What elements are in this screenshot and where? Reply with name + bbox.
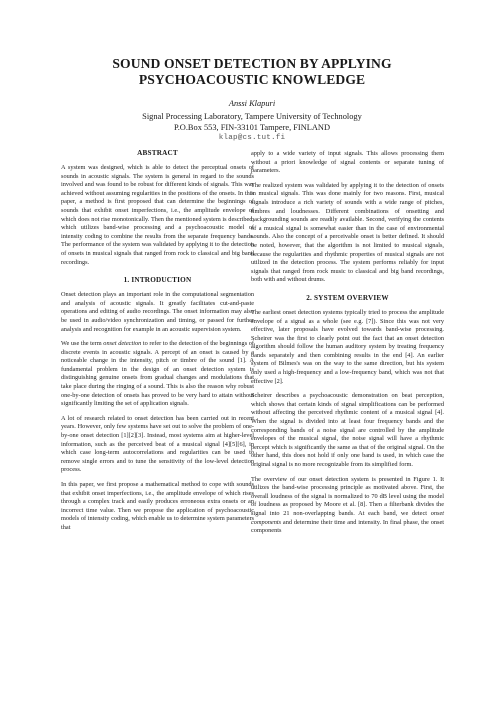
title-line-2: PSYCHOACOUSTIC KNOWLEDGE (138, 72, 366, 87)
intro-paragraph-4: In this paper, we first propose a mathematical method to cope with sounds that exhibit onset imperfections, i.e., the amplitude envelope of which rises through a complex track and easily produces erroneous extra onsets or an incorrect time value. Then we propose the application of psychoacoustic models of intensity coding, which enable us to determine system parameters that (61, 481, 254, 531)
right-column (251, 150, 444, 542)
overview-paragraph-3-rest: and determine their time and intensity. In final phase, the onset components (251, 518, 444, 535)
onset-detection-term: onset detection (103, 340, 142, 348)
affiliation-line-2: P.O.Box 553, FIN-33101 Tampere, FINLAND (173, 123, 331, 132)
onset-components-term: onset components (251, 509, 444, 526)
abstract-heading: ABSTRACT (137, 149, 178, 157)
intro-paragraph-2-rest: to refer to the detection of the beginnings of discrete events in acoustic signals. A percept of an onset is caused by a noticeable change in the intensity, pitch or timbre of the sound [1]. A fundamental problem in the design of an onset detection system is distinguishing genuine onsets from gradual changes and modulations that take place during the ringing of a sound. This is also the reason why robust one-by-one detection of onsets has proved to be very hard to attain without significantly limiting the set of application signals. (61, 340, 254, 408)
abstract-text: A system was designed, which is able to detect the perceptual onsets of sounds in acoustic signals. The system is general in regard to the sounds involved and was found to be robust for different kinds of signals. This was achieved without assuming regularities in the positions of the onsets. In this paper, a method is first proposed that can determine the beginnings of sounds that exhibit onset imperfections, i.e., the amplitude envelope of which does not rise monotonically. Then the mentioned system is described, which utilizes band-wise processing and a psychoacoustic model of intensity coding to combine the results from the separate frequency bands. The performance of the system was validated by applying it to the detection of onsets in musical signals that ranged from rock to classical and big band recordings. (61, 164, 254, 266)
intro-paragraph-3: A lot of research related to onset detection has been carried out in recent years. However, only few systems have set out to solve the problem of one-by-one onset detection [1][2][3]. Instead, most systems aim at higher-level information, such as the perceived beat of a musical signal [4][5][6], in which case long-term autocorrelations and regularities can be used to remove single errors and to tune the sensitivity of the low-level detection process. (61, 414, 254, 474)
author-email[interactable]: klap@cs.tut.fi (218, 134, 286, 142)
system-overview-heading: 2. SYSTEM OVERVIEW (306, 293, 389, 302)
intro-continued-paragraph: apply to a wide variety of input signals. This allows processing them without a priori knowledge of signal contents or separate tuning of parameters. (251, 150, 444, 175)
overview-paragraph-3 (251, 476, 444, 536)
left-column (61, 149, 254, 539)
overview-paragraph-1: The earliest onset detection systems typically tried to process the amplitude envelope of a signal as a whole (see e.g. [7]). Since this was not very effective, later proposals have evolved towards band-wise processing. Scheirer was the first to clearly point out the fact that an onset detection algorithm should follow the human auditory system by treating frequency bands separately and then combining results in the end [4]. An earlier system of Bilmes's was on the way to the same direction, but his system only used a high-frequency and a low-frequency band, which was not that effective [2]. (251, 308, 444, 385)
affiliation-line-1: Signal Processing Laboratory, Tampere University of Technology (142, 112, 362, 121)
overview-paragraph-3-start: The overview of our onset detection system is presented in Figure 1. It utilizes the band-wise processing principle as motivated above. First, the overall loudness of the signal is normalized to 70 dB level using the model of loudness as proposed by Moore et al. [8]. Then a filterbank divides the signal into 21 non-overlapping bands. At each band, we detect (251, 475, 444, 517)
intro-paragraph-2 (61, 340, 254, 409)
title-line-1: SOUND ONSET DETECTION BY APPLYING (112, 56, 392, 71)
intro-paragraph-1: Onset detection plays an important role in the computational segmentation and analysis of acoustic signals. It greatly facilitates cut-and-paste operations and editing of audio recordings. The onset information may also be used in audio/video synchronization and timing, or passed for further analysis and recognition for example in an acoustic supervision system. (61, 291, 254, 333)
overview-paragraph-2: Scheirer describes a psychoacoustic demonstration on beat perception, which shows that certain kinds of signal simplifications can be performed without affecting the perceived rhythmic content of a musical signal [4]. When the signal is divided into at least four frequency bands and the corresponding bands of a noise signal are controlled by the amplitude envelopes of the musical signal, the noise signal will have a rhythmic percept which is significantly the same as that of the original signal. On the other hand, this does not hold if only one band is used, in which case the original signal is no more recognizable from its simplified form. (251, 392, 444, 468)
intro-validation-paragraph: The realized system was validated by applying it to the detection of onsets in musical signals. This was done mainly for two reasons. First, musical signals introduce a rich variety of sounds with a wide range of pitches, timbres and loudnesses. Different combinations of onsetting and backgrounding sounds are readily available. Second, verifying the contents of a musical signal is somewhat easier than in the case of environmental sounds. Also the concept of a perceivable onset is better defined. It should be noted, however, that the algorithm is not limited to musical signals, because the regularities and rhythmic properties of musical signals are not utilized in the detection process. The system performs reliably for input signals that ranged from rock music to classical and big band recordings, both with and without drums. (251, 181, 444, 284)
author-name: Anssi Klapuri (228, 99, 276, 108)
intro-paragraph-2-start: We use the term (61, 340, 104, 348)
affiliation (0, 111, 504, 144)
paper-title (0, 56, 504, 88)
introduction-heading: 1. INTRODUCTION (123, 276, 192, 285)
